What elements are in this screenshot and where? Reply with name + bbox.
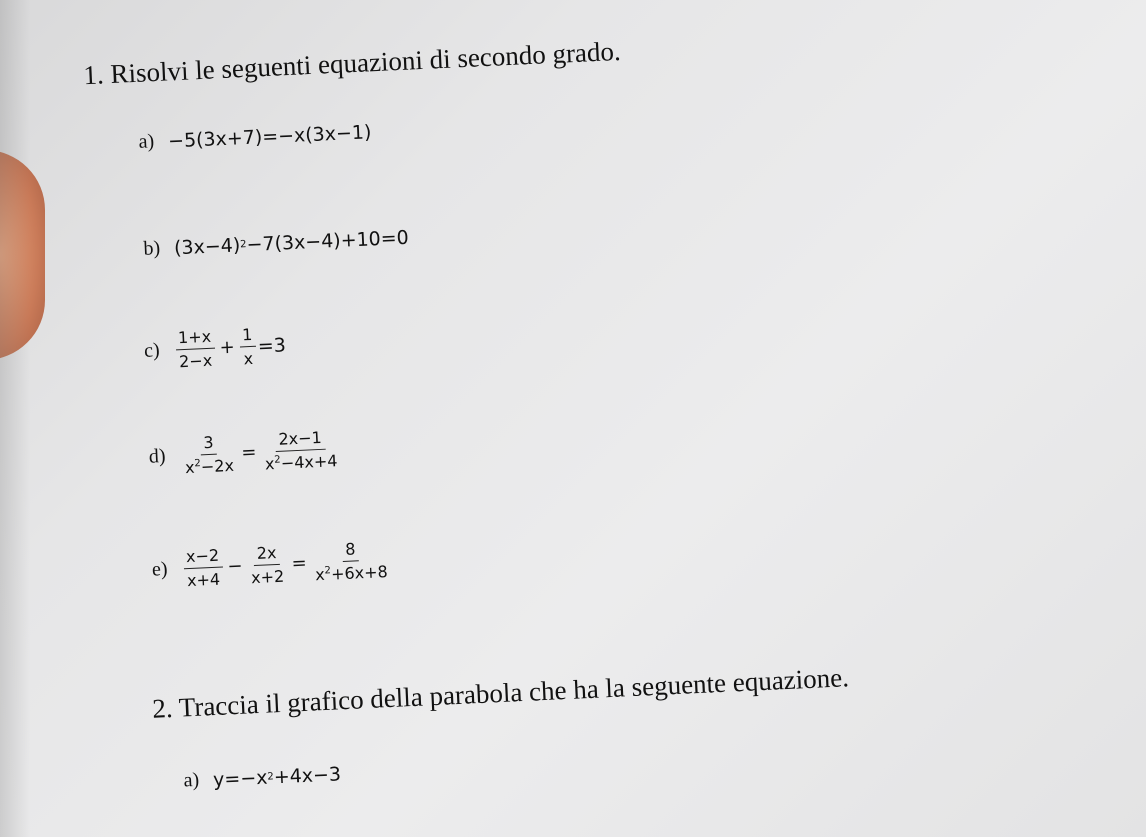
equation-base: (3x−4) (173, 233, 241, 259)
item-label: c) (143, 339, 161, 362)
numerator: 1+x (175, 327, 215, 351)
numerator: 8 (342, 539, 359, 562)
operator: − (227, 555, 244, 578)
equation-rest: +4x−3 (273, 762, 342, 788)
denominator (261, 449, 340, 474)
exponent: 2 (194, 458, 201, 470)
fraction (181, 432, 238, 477)
exponent: 2 (274, 454, 281, 466)
denominator: x+2 (250, 566, 285, 588)
operator: + (219, 336, 236, 359)
exercise-1d (148, 427, 343, 479)
denominator (312, 560, 391, 585)
equation: −5(3x+7)=−x(3x−1) (167, 120, 372, 153)
den-rest: +6x+8 (330, 562, 389, 584)
denominator: 2−x (178, 350, 213, 372)
fraction (247, 543, 288, 588)
item-label: d) (148, 444, 167, 468)
equals-sign: = (240, 441, 257, 464)
exponent: 2 (239, 239, 247, 251)
equation (173, 323, 287, 371)
item-label: e) (151, 557, 169, 581)
equation-lhs: y=−x (212, 766, 268, 791)
exercise-2-heading: 2. Traccia il grafico della parabola che ha la seguente equazione. (151, 662, 850, 724)
exponent: 2 (267, 771, 275, 783)
equation (174, 226, 410, 259)
numerator: 2x−1 (275, 428, 325, 452)
item-label: b) (142, 237, 161, 260)
exercise-1c (143, 323, 287, 372)
exercise-1e (151, 538, 393, 592)
fraction (239, 325, 257, 369)
fraction (311, 538, 391, 585)
equation (179, 427, 343, 477)
exercise-2a (183, 762, 341, 792)
equals-sign: = (291, 552, 308, 575)
den-rest: −2x (200, 455, 235, 477)
equation-rest: −7(3x−4)+10=0 (246, 226, 410, 256)
fraction (183, 546, 224, 591)
numerator: 1 (239, 325, 256, 348)
item-label: a) (138, 130, 155, 153)
exercise-1b (143, 226, 409, 261)
den-var: x (264, 454, 275, 474)
fraction (260, 427, 340, 474)
denominator: x+4 (186, 569, 221, 591)
rhs: =3 (257, 333, 287, 358)
equation (181, 538, 394, 591)
den-rest: −4x+4 (280, 451, 338, 473)
denominator: x (243, 348, 254, 369)
den-var: x (184, 457, 195, 478)
numerator: 3 (200, 433, 217, 456)
exercise-1a (138, 120, 372, 154)
den-var: x (314, 564, 326, 585)
numerator: 2x (253, 543, 280, 566)
denominator (182, 454, 238, 477)
equation (213, 763, 342, 791)
item-label: a) (183, 768, 200, 792)
exponent: 2 (324, 565, 332, 577)
fraction (175, 327, 216, 372)
exercise-1-heading: 1. Risolvi le seguenti equazioni di secondo grado. (82, 35, 622, 91)
numerator: x−2 (183, 546, 223, 570)
